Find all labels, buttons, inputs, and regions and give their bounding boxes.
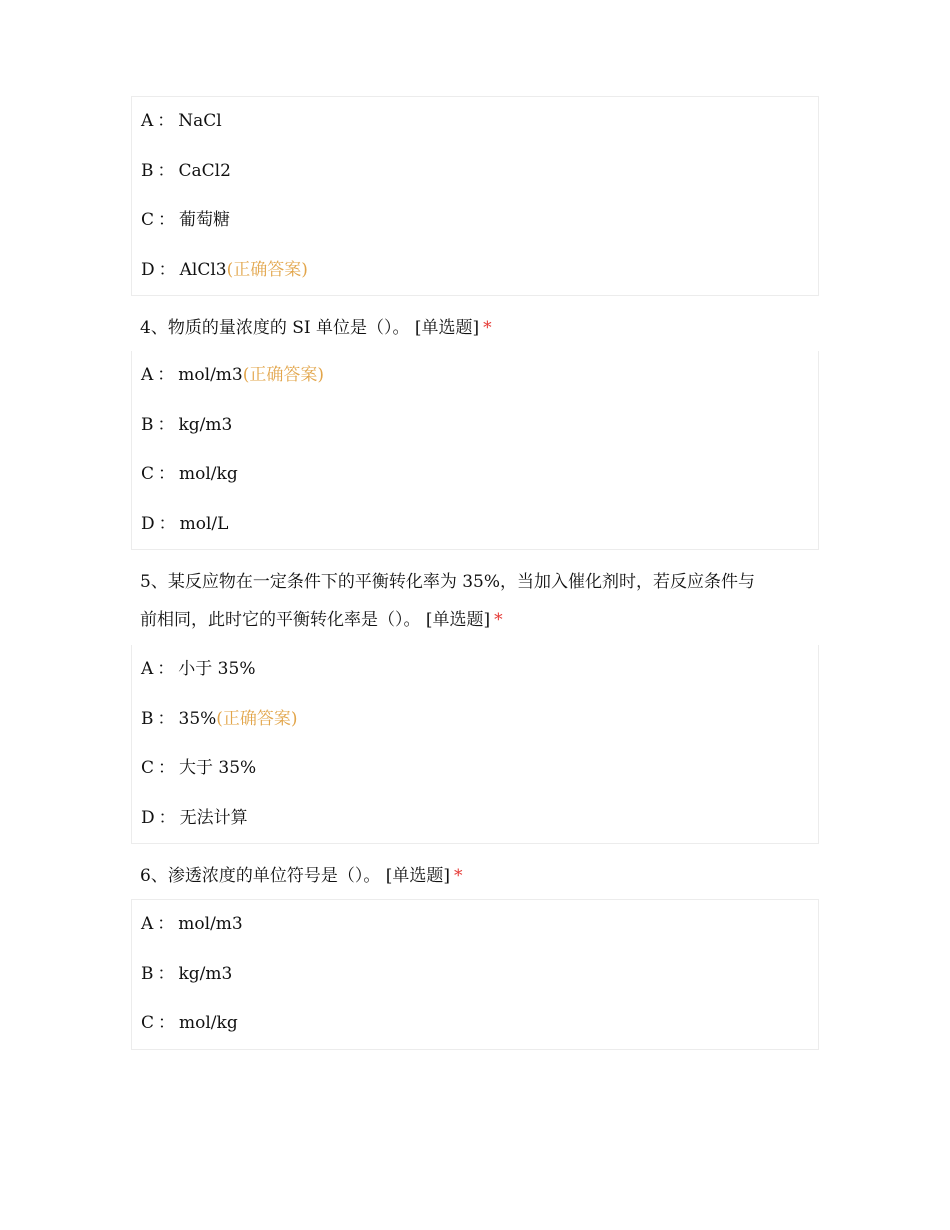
correct-answer-mark: (正确答案): [216, 708, 298, 729]
q4-option-c[interactable]: [141, 450, 818, 500]
option-text: kg/m3: [178, 963, 233, 984]
q3-option-c[interactable]: [141, 196, 818, 246]
option-letter: C: [141, 1013, 155, 1033]
q6-option-a[interactable]: [141, 900, 818, 950]
q6-option-b[interactable]: [141, 950, 818, 1000]
option-text: 小于 35%: [178, 659, 256, 679]
option-letter: A: [141, 365, 154, 385]
option-separator: ：: [158, 758, 176, 778]
option-text: mol/kg: [179, 464, 238, 484]
option-letter: D: [141, 807, 155, 828]
correct-answer-mark: (正确答案): [226, 259, 308, 280]
option-separator: ：: [157, 160, 175, 181]
required-asterisk: *: [494, 610, 503, 630]
q4-options: [131, 351, 819, 550]
q4-option-a[interactable]: [141, 351, 818, 401]
question-text-line-1: 5、某反应物在一定条件下的平衡转化率为 35%，当加入催化剂时，若反应条件与: [140, 572, 756, 592]
q5-option-a[interactable]: [141, 645, 818, 695]
q4-option-d[interactable]: [141, 500, 818, 550]
question-text: 6、渗透浓度的单位符号是（）。 [单选题]: [140, 866, 450, 886]
option-letter: B: [141, 963, 154, 984]
option-separator: ：: [158, 259, 176, 280]
question-text: 4、物质的量浓度的 SI 单位是（）。 [单选题]: [140, 318, 480, 338]
option-letter: C: [141, 758, 155, 778]
option-letter: D: [141, 513, 155, 534]
option-text: 葡萄糖: [179, 210, 231, 230]
q4-option-b[interactable]: [141, 401, 818, 451]
option-text: AlCl3: [179, 259, 227, 280]
q5-option-c[interactable]: [141, 744, 818, 794]
required-asterisk: *: [453, 866, 463, 886]
option-text: 无法计算: [179, 807, 248, 828]
option-letter: C: [141, 210, 155, 230]
q3-option-b[interactable]: [141, 147, 818, 197]
option-text: mol/m3: [178, 914, 243, 934]
option-letter: B: [141, 708, 154, 729]
q6-options: [131, 899, 819, 1050]
option-text: CaCl2: [178, 160, 231, 181]
q3-options: [131, 96, 819, 296]
option-separator: ：: [157, 111, 175, 131]
correct-answer-mark: (正确答案): [242, 365, 325, 385]
option-separator: ：: [158, 513, 176, 534]
option-letter: B: [141, 160, 154, 181]
option-separator: ：: [158, 464, 176, 484]
option-text: 35%: [178, 708, 217, 729]
option-separator: ：: [157, 659, 175, 679]
option-letter: A: [141, 111, 154, 131]
option-text: mol/m3: [178, 365, 243, 385]
option-separator: ：: [158, 210, 176, 230]
q6-option-c[interactable]: [141, 999, 818, 1049]
q5-title: [131, 550, 819, 645]
quiz-page: [131, 96, 819, 1050]
option-text: 大于 35%: [179, 758, 257, 778]
option-separator: ：: [158, 1013, 176, 1033]
q6-title: [131, 844, 819, 899]
option-letter: A: [141, 659, 154, 679]
option-letter: A: [141, 914, 154, 934]
option-text: kg/m3: [178, 414, 233, 435]
option-text: mol/L: [179, 513, 229, 534]
q3-option-d[interactable]: [141, 246, 818, 296]
option-separator: ：: [158, 807, 176, 828]
q5-option-b[interactable]: [141, 695, 818, 745]
option-separator: ：: [157, 914, 175, 934]
q4-title: [131, 296, 819, 351]
option-separator: ：: [157, 414, 175, 435]
q3-option-a[interactable]: [141, 97, 818, 147]
option-text: NaCl: [178, 111, 222, 131]
option-letter: D: [141, 259, 155, 280]
required-asterisk: *: [483, 318, 492, 338]
option-separator: ：: [157, 708, 175, 729]
option-text: mol/kg: [179, 1013, 238, 1033]
option-letter: B: [141, 414, 154, 435]
option-letter: C: [141, 464, 155, 484]
option-separator: ：: [157, 365, 175, 385]
question-text-line-2: 前相同，此时它的平衡转化率是（）。 [单选题]: [140, 610, 491, 630]
option-separator: ：: [157, 963, 175, 984]
q5-options: [131, 645, 819, 844]
q5-option-d[interactable]: [141, 794, 818, 844]
